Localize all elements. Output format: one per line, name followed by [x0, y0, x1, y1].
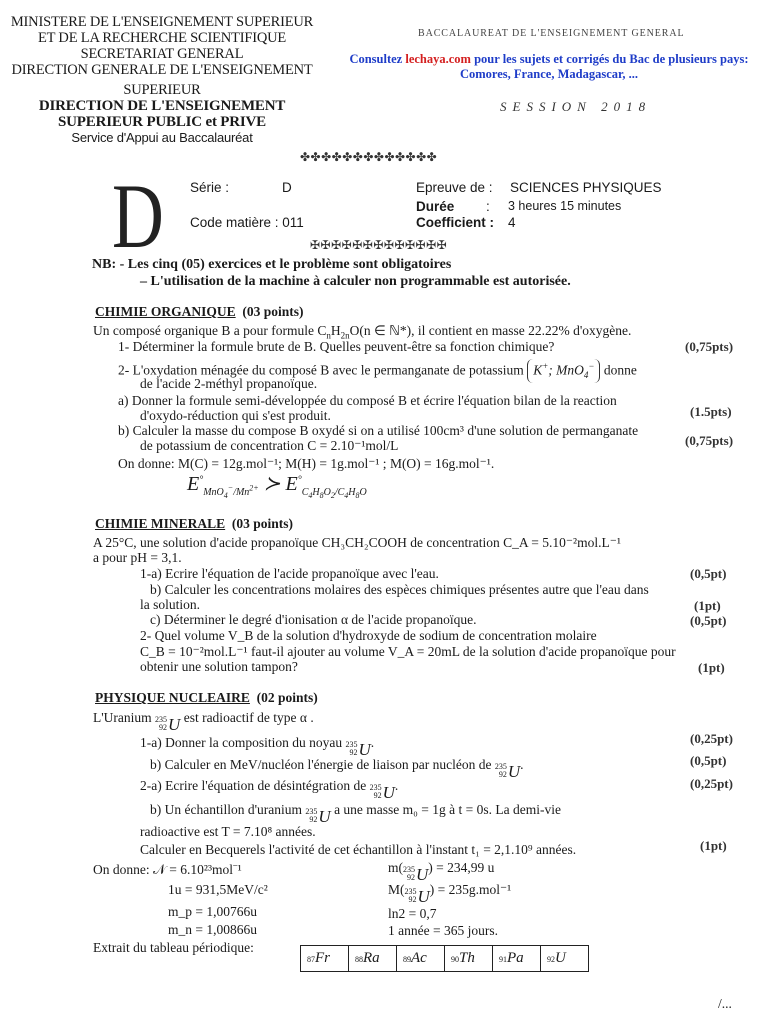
question-points: (0,75pts) — [685, 339, 734, 354]
periodic-table-extract — [300, 945, 589, 972]
epreuve-label: Epreuve de : — [416, 180, 493, 195]
potential-inequality: $E^\circ_{MnO_4^-/Mn^{2+}}$ ≻ $E^\circ_{C_4H_8O_2/C_4H_8O}$ — [187, 473, 367, 500]
question-points: (1.5pts) — [690, 404, 732, 419]
given-data: On donne: 𝒩 = 6.10²³mol⁻¹ — [93, 862, 242, 877]
ornament-divider-2: ✠✠✠✠✠✠✠✠✠✠✠✠✠ — [310, 238, 448, 252]
consult-banner — [334, 52, 764, 82]
question-text: obtenir une solution tampon? — [140, 659, 298, 674]
exercise-intro: Un composé organique B a pour formule $C_nH_{2n}O(n$ ∈ ℕ*), il contient en masse 22.22% d'oxygène. — [93, 323, 632, 341]
question-points: (1pt) — [698, 660, 725, 675]
section-title-chimie-minerale: CHIMIE MINERALE (03 points) — [95, 516, 294, 531]
exercise-intro: L'Uranium 235 92 U est radioactif de type α . — [93, 710, 314, 734]
page-continue-mark: /... — [718, 996, 732, 1011]
consult-link[interactable]: lechaya.com — [405, 52, 471, 66]
nb-notice: NB: - Les cinq (05) exercices et le problème sont obligatoires – L'utilisation de la machine à calculer non programmable est autorisée. — [92, 257, 571, 289]
ministry-line: SECRETARIAT GENERAL — [80, 46, 244, 62]
exercise-intro: a pour pH = 3,1. — [93, 550, 182, 565]
question-text: C_B = 10⁻²mol.L⁻¹ faut-il ajouter au volume V_A = 20mL de la solution d'acide propanoïque pour — [140, 644, 676, 659]
element-cell: 89Ac — [397, 946, 445, 972]
consult-prefix: Consultez — [349, 52, 406, 66]
ministry-header — [6, 14, 318, 146]
given-data: m_p = 1,00766u — [168, 904, 257, 919]
question-points: (1pt) — [694, 598, 721, 613]
element-cell: 90Th — [445, 946, 493, 972]
given-data: 1 année = 365 jours. — [388, 923, 498, 938]
duree-value: 3 heures 15 minutes — [508, 199, 622, 213]
given-data: 1u = 931,5MeV/c² — [168, 882, 268, 897]
nb-line: NB: - Les cinq (05) exercices et le problème sont obligatoires — [92, 257, 452, 272]
consult-suffix: pour les sujets et corrigés du Bac de plusieurs pays: — [470, 52, 749, 66]
direction-line: DIRECTION DE L'ENSEIGNEMENT — [38, 98, 286, 114]
serie-big-letter: D — [112, 165, 164, 267]
question-text: b) Un échantillon d'uranium 235 92 U a une masse m₀ = 1g à t = 0s. La demi-vie — [150, 802, 561, 826]
question-points: (0,25pt) — [690, 776, 733, 791]
question-text: 1-a) Ecrire l'équation de l'acide propanoïque avec l'eau. — [140, 566, 439, 581]
question-text: la solution. — [140, 597, 200, 612]
periodic-table-label: Extrait du tableau périodique: — [93, 940, 254, 955]
question-text: c) Déterminer le degré d'ionisation α de l'acide propanoïque. — [150, 612, 477, 627]
ministry-line: ET DE LA RECHERCHE SCIENTIFIQUE — [37, 30, 287, 46]
serie-label: Série : — [190, 180, 230, 195]
section-title-chimie-organique: CHIMIE ORGANIQUE (03 points) — [95, 304, 304, 319]
element-cell: 92U — [541, 946, 589, 972]
coef-value: 4 — [508, 215, 516, 230]
consult-countries: Comores, France, Madagascar, ... — [459, 67, 639, 81]
question-text: d'oxydo-réduction qui s'est produit. — [140, 408, 331, 423]
service-line: Service d'Appui au Baccalauréat — [71, 130, 253, 145]
session-label: SESSION 2018 — [500, 99, 652, 114]
question-points: (1pt) — [700, 838, 727, 853]
question-points: (0,5pt) — [690, 566, 727, 581]
section-title-physique-nucleaire: PHYSIQUE NUCLEAIRE (02 points) — [95, 690, 318, 705]
question-text: 1- Déterminer la formule brute de B. Quelles peuvent-être sa fonction chimique? — [118, 339, 555, 354]
bac-title: BACCALAUREAT DE L'ENSEIGNEMENT GENERAL — [418, 28, 685, 39]
question-text: Calculer en Becquerels l'activité de cet échantillon à l'instant t₁ = 2,1.10⁹ années. — [140, 842, 577, 857]
direction-line: SUPERIEUR PUBLIC et PRIVE — [58, 114, 266, 130]
element-cell: 87Fr — [301, 946, 349, 972]
question-text: b) Calculer les concentrations molaires des espèces chimiques présentes autre que l'eau dans — [150, 582, 649, 597]
question-text: de l'acide 2-méthyl propanoïque. — [140, 376, 318, 391]
ministry-line: SUPERIEUR — [123, 82, 201, 98]
question-text: 1-a) Donner la composition du noyau 235 92 U . — [140, 735, 375, 759]
ministry-line: DIRECTION GENERALE DE L'ENSEIGNEMENT — [11, 62, 313, 78]
given-data: M( 235 92 U ) = 235g.mol⁻¹ — [388, 882, 512, 906]
question-text: b) Calculer en MeV/nucléon l'énergie de liaison par nucléon de 235 92 U . — [150, 757, 524, 781]
element-cell: 88Ra — [349, 946, 397, 972]
code-label: Code matière : 011 — [190, 215, 304, 230]
coef-label: Coefficient : — [416, 215, 495, 230]
given-data: ln2 = 0,7 — [388, 906, 437, 921]
epreuve-value: SCIENCES PHYSIQUES — [510, 180, 662, 195]
given-data: On donne: M(C) = 12g.mol⁻¹; M(H) = 1g.mol⁻¹ ; M(O) = 16g.mol⁻¹. — [118, 456, 495, 471]
duree-label: Durée — [416, 199, 455, 214]
question-text: 2-a) Ecrire l'équation de désintégration de 235 92 U . — [140, 778, 399, 802]
question-text: de potassium de concentration C = 2.10⁻¹mol/L — [140, 438, 399, 453]
question-points: (0,5pt) — [690, 613, 727, 628]
question-text: radioactive est T = 7.10⁸ années. — [140, 824, 316, 839]
question-points: (0,5pt) — [690, 753, 727, 768]
serie-value: D — [282, 180, 292, 195]
nb-line: L'utilisation de la machine à calculer non programmable est autorisée. — [150, 274, 571, 289]
question-text: 2- L'oxydation ménagée du composé B avec le permanganate de potassium K+; MnO$_4$− donne — [118, 359, 637, 383]
ministry-line: MINISTERE DE L'ENSEIGNEMENT SUPERIEUR — [10, 14, 314, 30]
question-points: (0,25pt) — [690, 731, 733, 746]
question-text: a) Donner la formule semi-développée du composé B et écrire l'équation bilan de la reaction — [118, 393, 617, 408]
ornament-divider: ✤✤✤✤✤✤✤✤✤✤✤✤✤ — [300, 150, 438, 164]
given-data: m( 235 92 U ) = 234,99 u — [388, 860, 495, 884]
question-text: b) Calculer la masse du compose B oxydé si on a utilisé 100cm³ d'une solution de permanganate — [118, 423, 639, 438]
question-text: 2- Quel volume V_B de la solution d'hydroxyde de sodium de concentration molaire — [140, 628, 597, 643]
element-cell: 91Pa — [493, 946, 541, 972]
question-points: (0,75pts) — [685, 433, 734, 448]
given-data: m_n = 1,00866u — [168, 922, 257, 937]
exercise-intro: A 25°C, une solution d'acide propanoïque CH₃CH₂COOH de concentration C_A = 5.10⁻²mol.L⁻¹ — [93, 535, 621, 550]
